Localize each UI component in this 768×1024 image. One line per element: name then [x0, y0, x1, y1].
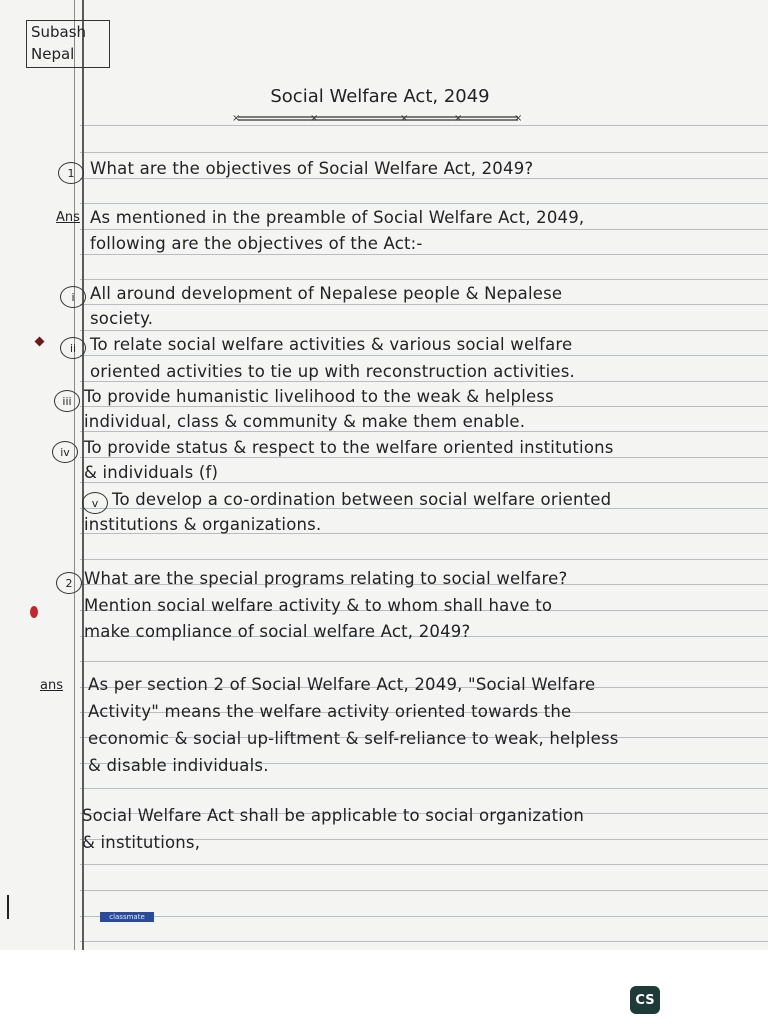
ruled-line [80, 431, 768, 432]
ruled-line [80, 152, 768, 153]
svg-text:×: × [454, 113, 463, 122]
ruled-line [80, 178, 768, 179]
ruled-line [80, 559, 768, 560]
item-number-ii: ii [60, 337, 86, 359]
answer-1-line-2: following are the objectives of the Act:- [90, 234, 423, 253]
author-last-name: Nepal [31, 45, 75, 63]
ruled-line [80, 890, 768, 891]
title-underline [232, 112, 524, 122]
svg-text:×: × [232, 113, 241, 122]
ruled-line [80, 254, 768, 255]
ruled-line [80, 381, 768, 382]
item-v-line-1: To develop a co-ordination between social welfare oriented [112, 490, 612, 509]
author-name-box [26, 20, 110, 68]
ruled-line [80, 916, 768, 917]
item-iii-line-1: To provide humanistic livelihood to the weak & helpless [84, 387, 554, 406]
ruled-line [80, 406, 768, 407]
answer-2-label: ans [40, 678, 63, 693]
pen-mark [7, 895, 9, 919]
item-i-line-1: All around development of Nepalese people & Nepalese [90, 284, 563, 303]
ruled-line [80, 864, 768, 865]
svg-text:×: × [514, 113, 523, 122]
margin-line-outer [74, 0, 75, 950]
answer-2-line-2: Activity" means the welfare activity oriented towards the [88, 702, 572, 721]
svg-text:×: × [400, 113, 409, 122]
ruled-line [80, 304, 768, 305]
answer-2-para2-line-2: & institutions, [82, 833, 201, 852]
answer-2-line-3: economic & social up-liftment & self-reliance to weak, helpless [88, 729, 619, 748]
author-first-name: Subash [31, 23, 87, 41]
item-iv-line-1: To provide status & respect to the welfare oriented institutions [84, 438, 614, 457]
item-ii-line-1: To relate social welfare activities & various social welfare [90, 335, 573, 354]
question-2-line-2: Mention social welfare activity & to whom shall have to [84, 596, 553, 615]
notebook-brand-stamp: classmate [100, 912, 154, 922]
ruled-line [80, 661, 768, 662]
page-title: Social Welfare Act, 2049 [270, 86, 490, 107]
ink-mark [35, 337, 45, 347]
ruled-line [80, 279, 768, 280]
ruled-line [80, 229, 768, 230]
answer-2-line-4: & disable individuals. [88, 756, 269, 775]
item-number-iv: iv [52, 441, 78, 463]
svg-text:×: × [310, 113, 319, 122]
question-2-line-1: What are the special programs relating to social welfare? [84, 569, 568, 588]
answer-2-line-1: As per section 2 of Social Welfare Act, 2049, "Social Welfare [88, 675, 596, 694]
red-ink-dot [30, 606, 38, 618]
item-ii-line-2: oriented activities to tie up with reconstruction activities. [90, 362, 575, 381]
ruled-line [80, 941, 768, 942]
ruled-line [80, 203, 768, 204]
camscanner-icon: CS [630, 986, 660, 1014]
answer-1-line-1: As mentioned in the preamble of Social Welfare Act, 2049, [90, 208, 585, 227]
item-iv-line-2: & individuals (f) [84, 463, 219, 482]
ruled-line [80, 330, 768, 331]
ruled-line [80, 788, 768, 789]
ruled-line [80, 125, 768, 126]
item-iii-line-2: individual, class & community & make them enable. [84, 412, 526, 431]
ruled-line [80, 457, 768, 458]
item-number-v: v [82, 492, 108, 514]
item-number-i: i [60, 286, 86, 308]
ruled-line [80, 355, 768, 356]
item-i-line-2: society. [90, 309, 154, 328]
item-v-line-2: institutions & organizations. [84, 515, 322, 534]
question-2-line-3: make compliance of social welfare Act, 2049? [84, 622, 471, 641]
answer-2-para2-line-1: Social Welfare Act shall be applicable to social organization [82, 806, 584, 825]
question-number-1: 1 [58, 162, 84, 184]
question-1-text: What are the objectives of Social Welfare Act, 2049? [90, 159, 534, 178]
answer-1-label: Ans [56, 210, 80, 225]
item-number-iii: iii [54, 390, 80, 412]
question-number-2: 2 [56, 572, 82, 594]
ruled-line [80, 482, 768, 483]
